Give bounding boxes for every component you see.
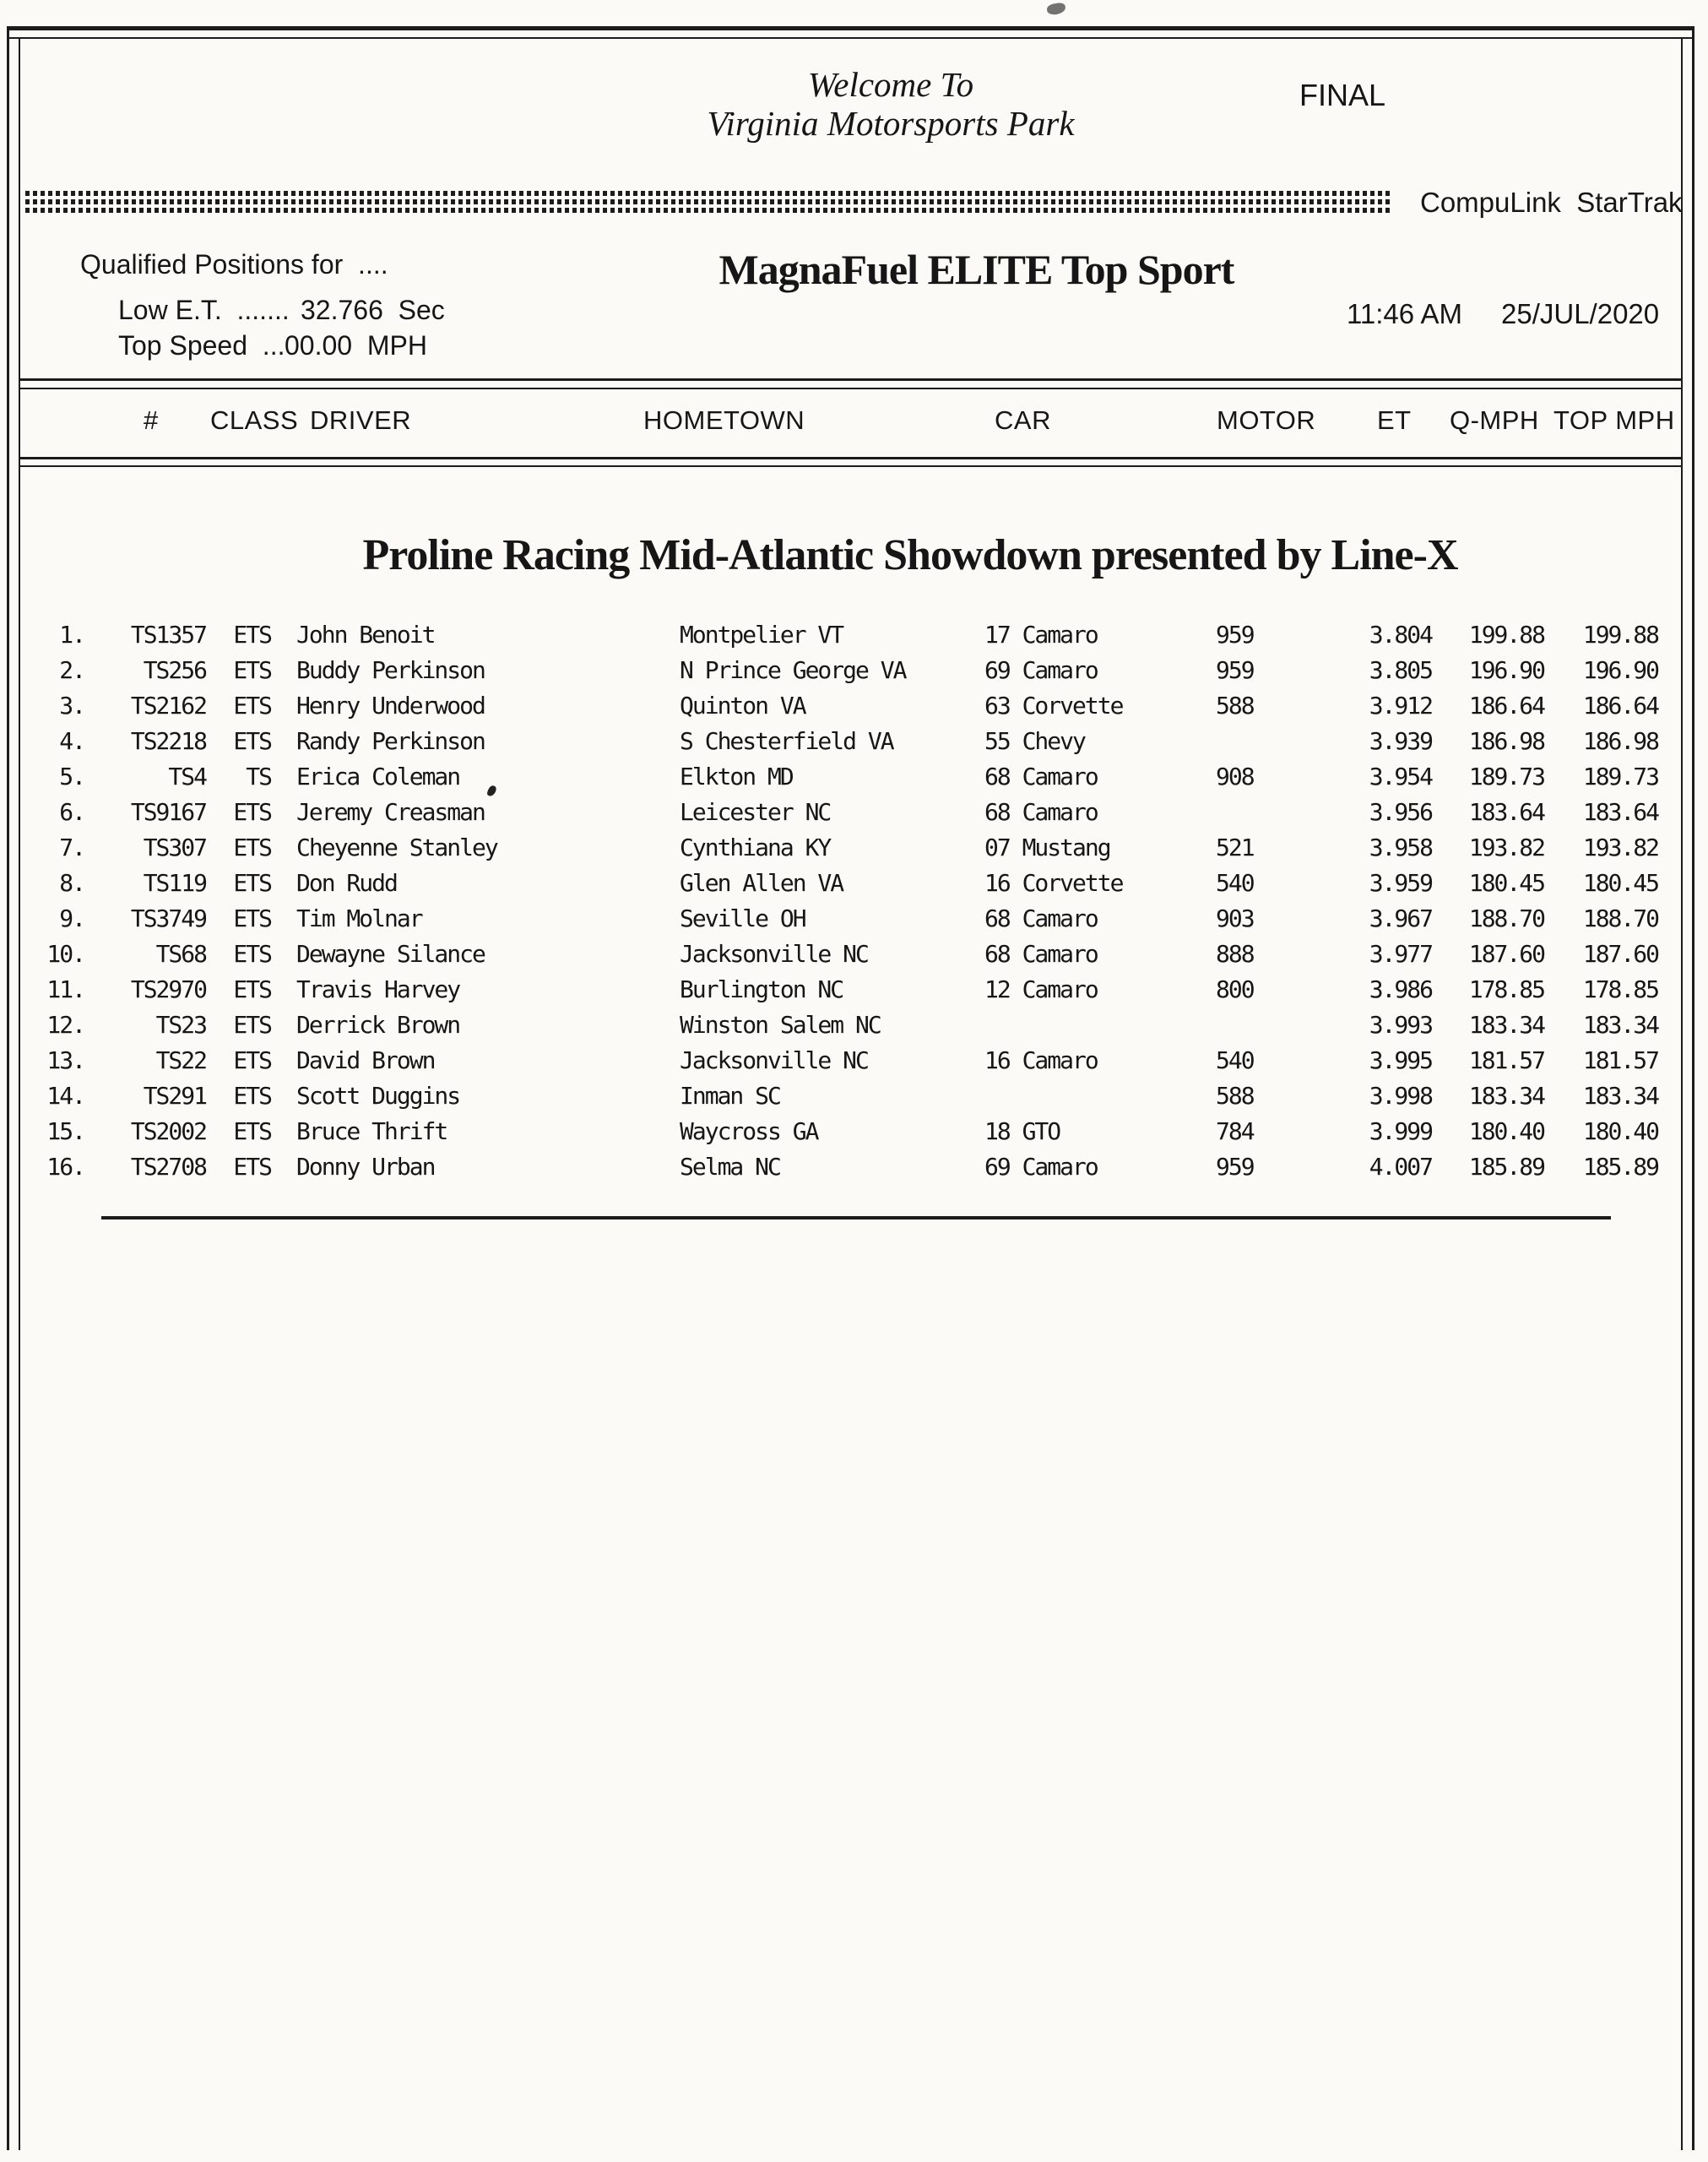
event-title: Proline Racing Mid-Atlantic Showdown presented by Line-X [362,531,1458,579]
dotted-separator-row3 [25,208,1393,213]
cell-motor: 588 [1216,692,1254,720]
print-time: 11:46 AM [1347,298,1462,329]
cell-rank: 14. [46,1082,84,1110]
cell-car-number: TS4 [168,763,206,790]
table-row [34,1043,1663,1078]
cell-qmph: 180.45 [1468,869,1544,897]
cell-driver: Derrick Brown [296,1011,460,1039]
cell-driver: Buddy Perkinson [296,656,485,684]
cell-rank: 5. [59,763,84,790]
outer-border-top-outer [7,26,1694,30]
col-header-car: CAR [995,405,1051,435]
cell-topmph: 186.98 [1582,727,1658,755]
cell-car: 63 Corvette [984,692,1123,720]
cell-car-number: TS291 [143,1082,206,1110]
cell-topmph: 189.73 [1582,763,1658,790]
cell-car-number: TS23 [155,1011,206,1039]
cell-class: TS [246,763,271,790]
cell-et: 3.986 [1369,975,1432,1003]
cell-qmph: 193.82 [1468,834,1544,861]
cell-hometown: Winston Salem NC [680,1011,881,1039]
cell-topmph: 183.64 [1582,798,1658,826]
cell-topmph: 183.34 [1582,1082,1658,1110]
cell-car-number: TS68 [155,940,206,968]
cell-qmph: 186.98 [1468,727,1544,755]
cell-et: 3.939 [1369,727,1432,755]
results-bottom-rule [101,1216,1611,1220]
qualified-positions-label: Qualified Positions for .... [80,249,388,280]
cell-et: 3.995 [1369,1046,1432,1074]
cell-qmph: 186.64 [1468,692,1544,720]
cell-topmph: 178.85 [1582,975,1658,1003]
cell-qmph: 183.64 [1468,798,1544,826]
cell-qmph: 199.88 [1468,621,1544,649]
cell-motor [1216,795,1309,830]
top-speed-value: 00.00 MPH [285,330,427,361]
cell-qmph: 189.73 [1468,763,1544,790]
cell-qmph: 181.57 [1468,1046,1544,1074]
cell-car: 55 Chevy [984,727,1085,755]
cell-car-number: TS2218 [130,727,206,755]
cell-et: 3.977 [1369,940,1432,968]
cell-car: 07 Mustang [984,834,1110,861]
cell-class: ETS [233,940,271,968]
cell-rank: 11. [46,975,84,1003]
cell-motor: 540 [1216,1046,1254,1074]
low-et-label: Low E.T. ....... [118,295,290,325]
outer-border-top-inner [7,37,1694,39]
cell-driver: Donny Urban [296,1153,435,1181]
col-header-topmph: TOP MPH [1553,405,1675,435]
cell-class: ETS [233,975,271,1003]
cell-qmph: 187.60 [1468,940,1544,968]
compulink-startrak-brand: CompuLink StarTrak [1420,187,1683,218]
cell-car: 18 GTO [984,1117,1060,1145]
table-row [34,617,1663,653]
cell-car: 68 Camaro [984,904,1098,932]
cell-topmph: 193.82 [1582,834,1658,861]
cell-hometown: Jacksonville NC [680,940,868,968]
cell-et: 3.958 [1369,834,1432,861]
col-header-et: ET [1377,405,1412,435]
welcome-line-2: Virginia Motorsports Park [707,104,1075,143]
cell-hometown: Glen Allen VA [680,869,843,897]
cell-hometown: Seville OH [680,904,805,932]
cell-car-number: TS2002 [130,1117,206,1145]
dotted-separator-row1 [25,191,1393,196]
table-row [34,724,1663,759]
cell-rank: 16. [46,1153,84,1181]
table-row [34,830,1663,866]
cell-motor: 521 [1216,834,1254,861]
cell-et: 3.993 [1369,1011,1432,1039]
cell-driver: Scott Duggins [296,1082,460,1110]
header-band-top-rule-2 [20,388,1682,389]
cell-motor: 588 [1216,1082,1254,1110]
cell-class: ETS [233,1011,271,1039]
outer-border-right-inner [1681,37,1683,2150]
cell-qmph: 196.90 [1468,656,1544,684]
cell-driver: Tim Molnar [296,904,422,932]
cell-rank: 8. [59,869,84,897]
cell-car [984,1078,1212,1114]
cell-car: 69 Camaro [984,1153,1098,1181]
cell-et: 3.954 [1369,763,1432,790]
cell-topmph: 180.45 [1582,869,1658,897]
cell-hometown: N Prince George VA [680,656,906,684]
table-row [34,1114,1663,1149]
print-date: 25/JUL/2020 [1501,298,1660,329]
col-header-driver: DRIVER [310,405,412,435]
cell-class: ETS [233,1117,271,1145]
cell-hometown: Cynthiana KY [680,834,831,861]
table-row [34,937,1663,972]
cell-motor: 540 [1216,869,1254,897]
cell-car: 68 Camaro [984,763,1098,790]
cell-et: 3.967 [1369,904,1432,932]
dotted-separator-row2 [25,199,1393,204]
cell-topmph: 188.70 [1582,904,1658,932]
cell-rank: 3. [59,692,84,720]
results-rows [34,617,1663,1200]
table-row [34,653,1663,688]
session-title: MagnaFuel ELITE Top Sport [718,246,1234,293]
cell-rank: 6. [59,798,84,826]
cell-topmph: 180.40 [1582,1117,1658,1145]
cell-car-number: TS307 [143,834,206,861]
table-row [34,688,1663,724]
cell-motor: 784 [1216,1117,1254,1145]
cell-topmph: 183.34 [1582,1011,1658,1039]
header-band-bottom-rule-1 [20,457,1682,459]
outer-border-right-outer [1692,26,1694,2150]
table-row [34,1078,1663,1114]
cell-car-number: TS2970 [130,975,206,1003]
cell-topmph: 196.90 [1582,656,1658,684]
cell-driver: Bruce Thrift [296,1117,447,1145]
cell-driver: Cheyenne Stanley [296,834,497,861]
cell-et: 3.998 [1369,1082,1432,1110]
cell-et: 3.999 [1369,1117,1432,1145]
scan-smudge [1046,3,1066,16]
cell-rank: 7. [59,834,84,861]
low-et-value: 32.766 Sec [301,295,445,325]
cell-motor: 959 [1216,1153,1254,1181]
col-header-motor: MOTOR [1217,405,1316,435]
cell-car: 12 Camaro [984,975,1098,1003]
cell-rank: 13. [46,1046,84,1074]
cell-et: 3.804 [1369,621,1432,649]
cell-class: ETS [233,727,271,755]
cell-qmph: 188.70 [1468,904,1544,932]
col-header-qmph: Q-MPH [1450,405,1539,435]
cell-rank: 12. [46,1011,84,1039]
cell-car: 17 Camaro [984,621,1098,649]
cell-hometown: Jacksonville NC [680,1046,868,1074]
cell-rank: 10. [46,940,84,968]
col-header-pos: # [144,405,159,435]
cell-motor: 800 [1216,975,1254,1003]
cell-qmph: 185.89 [1468,1153,1544,1181]
table-row [34,866,1663,901]
welcome-line-1: Welcome To [807,65,974,104]
cell-class: ETS [233,834,271,861]
table-row [34,972,1663,1008]
cell-rank: 1. [59,621,84,649]
header-band-bottom-rule-2 [20,465,1682,467]
cell-motor: 908 [1216,763,1254,790]
cell-car: 68 Camaro [984,940,1098,968]
cell-car [984,1008,1212,1043]
cell-car: 16 Corvette [984,869,1123,897]
col-header-hometown: HOMETOWN [643,405,805,435]
cell-car-number: TS256 [143,656,206,684]
cell-rank: 2. [59,656,84,684]
cell-motor: 959 [1216,621,1254,649]
col-header-class: CLASS [210,405,299,435]
cell-class: ETS [233,1153,271,1181]
cell-topmph: 187.60 [1582,940,1658,968]
cell-qmph: 180.40 [1468,1117,1544,1145]
cell-et: 4.007 [1369,1153,1432,1181]
cell-car: 69 Camaro [984,656,1098,684]
outer-border-left-inner [19,37,20,2150]
cell-car-number: TS2162 [130,692,206,720]
cell-hometown: Quinton VA [680,692,805,720]
cell-car-number: TS9167 [130,798,206,826]
cell-car-number: TS1357 [130,621,206,649]
cell-hometown: Waycross GA [680,1117,818,1145]
cell-et: 3.956 [1369,798,1432,826]
cell-driver: Don Rudd [296,869,397,897]
cell-car-number: TS22 [155,1046,206,1074]
cell-qmph: 183.34 [1468,1011,1544,1039]
cell-class: ETS [233,1046,271,1074]
cell-driver: Travis Harvey [296,975,460,1003]
cell-car: 68 Camaro [984,798,1098,826]
cell-motor [1216,724,1309,759]
cell-hometown: Leicester NC [680,798,831,826]
table-row [34,795,1663,830]
cell-car-number: TS3749 [130,904,206,932]
cell-car-number: TS119 [143,869,206,897]
cell-driver: Randy Perkinson [296,727,485,755]
table-row [34,1149,1663,1185]
cell-class: ETS [233,1082,271,1110]
cell-et: 3.912 [1369,692,1432,720]
cell-hometown: S Chesterfield VA [680,727,893,755]
cell-class: ETS [233,869,271,897]
cell-rank: 4. [59,727,84,755]
cell-qmph: 183.34 [1468,1082,1544,1110]
cell-driver: Henry Underwood [296,692,485,720]
cell-driver: Jeremy Creasman [296,798,485,826]
cell-et: 3.805 [1369,656,1432,684]
cell-class: ETS [233,904,271,932]
cell-motor: 888 [1216,940,1254,968]
cell-qmph: 178.85 [1468,975,1544,1003]
cell-hometown: Selma NC [680,1153,780,1181]
cell-topmph: 199.88 [1582,621,1658,649]
table-row [34,1008,1663,1043]
cell-hometown: Burlington NC [680,975,843,1003]
cell-motor [1216,1008,1309,1043]
cell-class: ETS [233,621,271,649]
cell-rank: 15. [46,1117,84,1145]
cell-driver: David Brown [296,1046,435,1074]
status-final: FINAL [1299,78,1386,112]
cell-et: 3.959 [1369,869,1432,897]
cell-topmph: 181.57 [1582,1046,1658,1074]
cell-driver: Dewayne Silance [296,940,485,968]
top-speed-label: Top Speed ... [118,330,285,361]
cell-topmph: 186.64 [1582,692,1658,720]
table-row [34,759,1663,795]
cell-car: 16 Camaro [984,1046,1098,1074]
outer-border-left-outer [7,26,9,2150]
cell-motor: 903 [1216,904,1254,932]
table-row [34,901,1663,937]
cell-class: ETS [233,798,271,826]
cell-driver: Erica Coleman [296,763,460,790]
cell-hometown: Elkton MD [680,763,793,790]
header-band-top-rule-1 [20,378,1682,381]
cell-hometown: Montpelier VT [680,621,843,649]
cell-topmph: 185.89 [1582,1153,1658,1181]
cell-driver: John Benoit [296,621,435,649]
cell-car-number: TS2708 [130,1153,206,1181]
cell-hometown: Inman SC [680,1082,780,1110]
cell-rank: 9. [59,904,84,932]
cell-class: ETS [233,656,271,684]
cell-motor: 959 [1216,656,1254,684]
cell-class: ETS [233,692,271,720]
